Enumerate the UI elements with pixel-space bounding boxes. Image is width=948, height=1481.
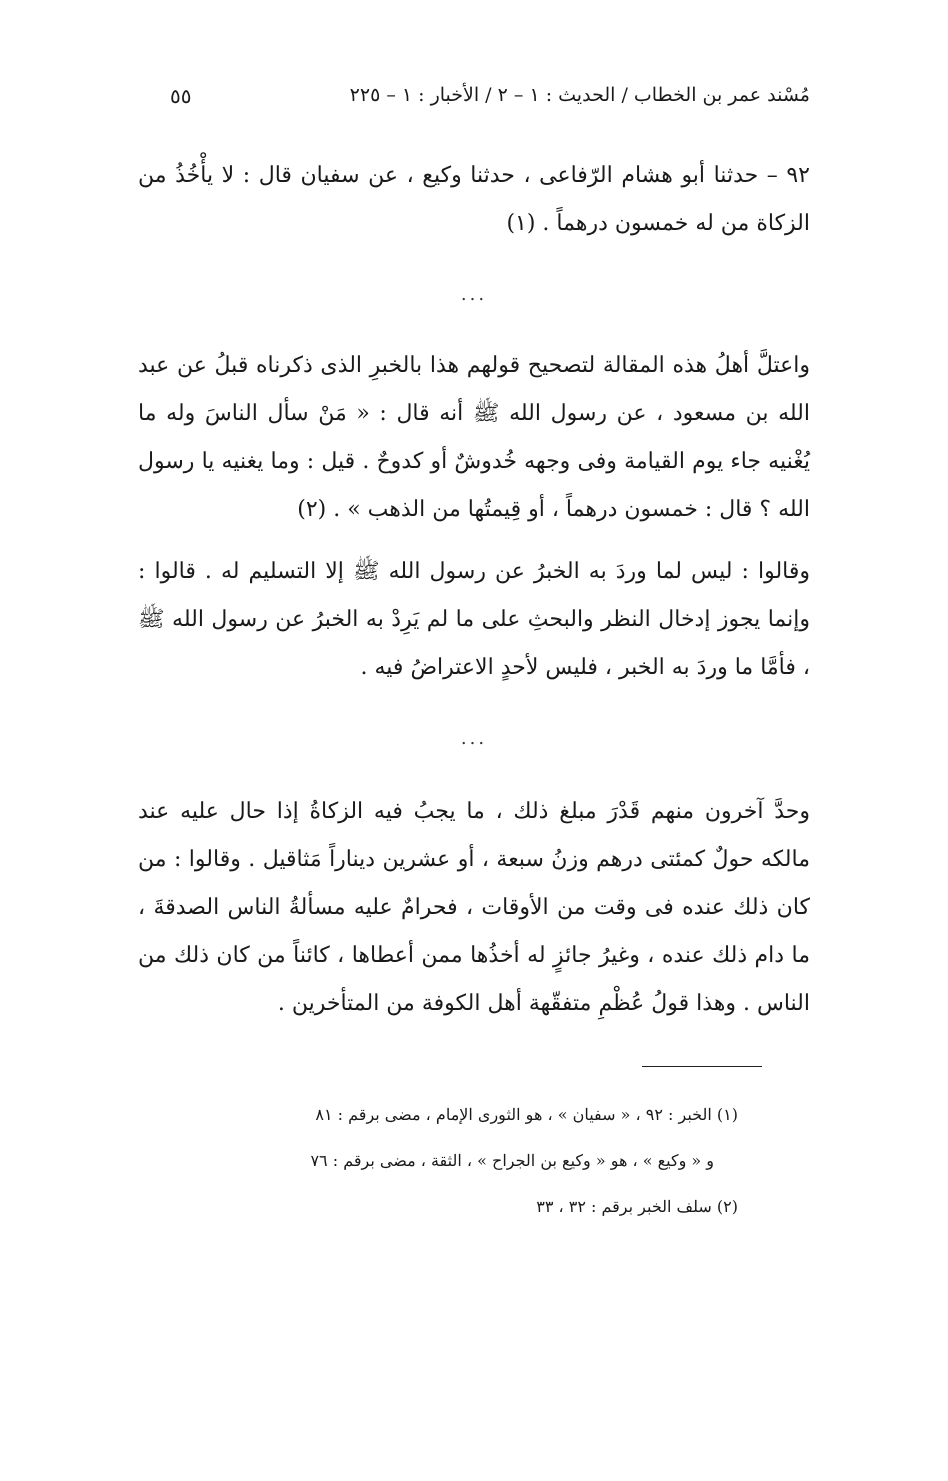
header-title: مُسْند عمر بن الخطاب / الحديث : ١ – ٢ / الأخبار : ١ – ٢٢٥ bbox=[349, 84, 810, 106]
hadith-92-paragraph: ٩٢ – حدثنا أبو هشام الرّفاعى ، حدثنا وكيع ، عن سفيان قال : لا يأْخُذُ من الزكاة من له خمسون درهماً . (١) bbox=[138, 163, 810, 236]
footnote-1-continued: و « وكيع » ، هو « وكيع بن الجراح » ، الثقة ، مضى برقم : ٧٦ bbox=[310, 1151, 714, 1170]
page-number: ٥٥ bbox=[170, 84, 192, 108]
paragraph-ibn-masud: واعتلَّ أهلُ هذه المقالة لتصحيح قولهم هذا بالخبرِ الذى ذكرناه قبلُ عن عبد الله بن مسعود ، عن رسول الله ﷺ أنه قال : « مَنْ سأل الناسَ وله ما يُغْنيه جاء يوم القيامة وفى وجهه خُدوشٌ أو كدوحٌ . قيل : وما يغنيه يا رسول الله ؟ قال : خمسون درهماً ، أو قِيمتُها من الذهب » . (٢) bbox=[138, 353, 810, 522]
paragraph-akharun: وحدَّ آخرون منهم قَدْرَ مبلغ ذلك ، ما يجبُ فيه الزكاةُ إذا حال عليه عند مالكه حولٌ كمئتى درهم وزنُ سبعة ، أو عشرين ديناراً مَثاقيل . وقالوا : من كان ذلك عنده فى وقت من الأوقات ، فحرامٌ عليه مسألةُ الناس الصدقةَ ، ما دام ذلك عنده ، وغيرُ جائزٍ له أخذُها ممن أعطاها ، كائناً من كان ذلك من الناس . وهذا قولُ عُظْمِ متفقّهة أهل الكوفة من المتأخرين . bbox=[138, 799, 810, 1016]
section-separator: ... bbox=[460, 284, 488, 305]
footnote-divider bbox=[642, 1066, 762, 1067]
section-separator: ... bbox=[460, 728, 488, 749]
footnotes bbox=[238, 1092, 738, 1230]
footnote-2: (٢) سلف الخبر برقم : ٣٢ ، ٣٣ bbox=[536, 1197, 738, 1216]
footnote-1: (١) الخبر : ٩٢ ، « سفيان » ، هو الثورى الإمام ، مضى برقم : ٨١ bbox=[315, 1105, 738, 1124]
running-header bbox=[130, 84, 810, 124]
paragraph-qalu: وقالوا : ليس لما وردَ به الخبرُ عن رسول الله ﷺ إلا التسليم له . قالوا : وإنما يجوز إدخال النظر والبحثِ على ما لم يَرِدْ به الخبرُ عن رسول الله ﷺ ، فأمَّا ما وردَ به الخبر ، فليس لأحدٍ الاعتراضُ فيه . bbox=[138, 559, 810, 680]
